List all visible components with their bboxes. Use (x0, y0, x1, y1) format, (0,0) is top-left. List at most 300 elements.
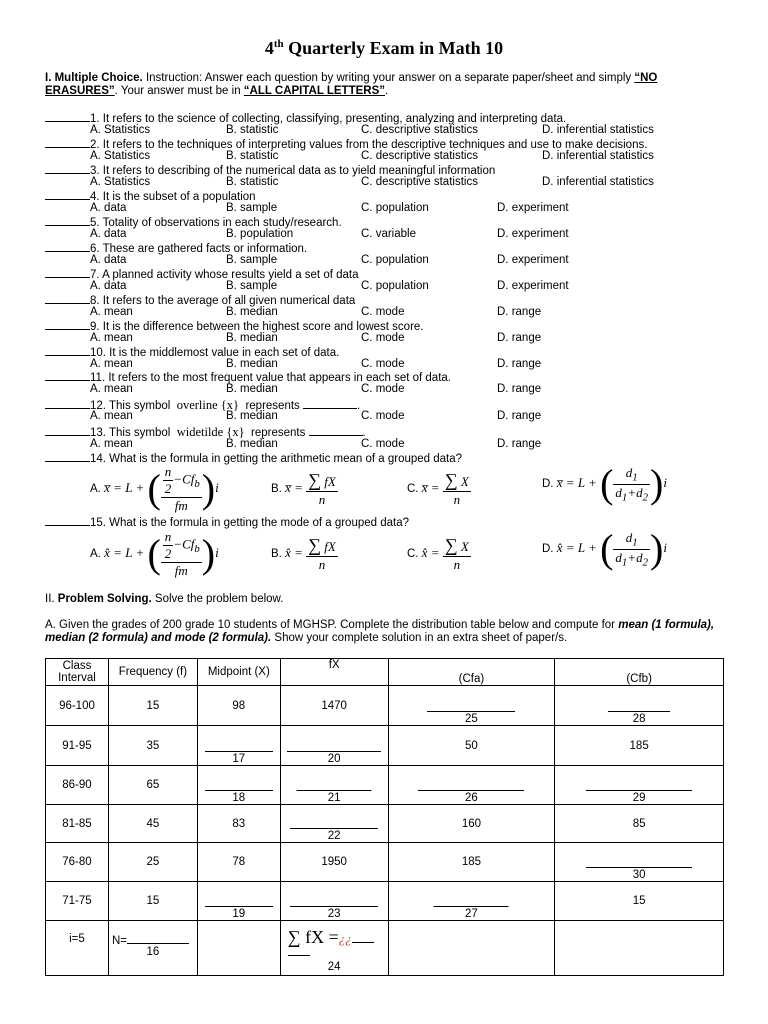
answer-line[interactable] (427, 711, 515, 712)
d1-sub: 1 (632, 536, 638, 549)
question-11 (45, 370, 745, 383)
option-b: B. statistic (226, 150, 279, 162)
question-10 (45, 345, 745, 358)
option-c: C. descriptive statistics (361, 124, 478, 136)
q13-option-d: D. range (497, 438, 542, 450)
title-sup: th (273, 38, 284, 50)
sigma: ∑ (308, 470, 322, 490)
table-cell (388, 766, 555, 805)
q12-option-d: D. range (497, 410, 542, 422)
answer-number: 29 (632, 792, 646, 804)
formula-L: L (577, 474, 585, 490)
d1-sub: 1 (632, 471, 638, 484)
table-cell (555, 843, 724, 882)
empty-cell (197, 921, 280, 976)
option-c: C. variable (361, 228, 416, 240)
option-d: D. inferential statistics (542, 150, 654, 162)
option-a: A. data (90, 202, 127, 214)
column-header: Frequency (f) (108, 659, 197, 686)
instructions-text2: . Your answer must be in (114, 85, 244, 97)
answer-line[interactable] (297, 790, 372, 791)
option-d: D. inferential statistics (542, 124, 654, 136)
table-cell (197, 766, 280, 805)
answer-number: 21 (327, 792, 341, 804)
table-cell: 65 (108, 766, 197, 805)
option-d: D. experiment (497, 280, 569, 292)
paren-open: ( (147, 531, 161, 576)
question-text: 4. It is the subset of a population (90, 191, 256, 203)
instructions-emph1: “NO ERASURES” (45, 72, 658, 97)
option-a: A. data (90, 280, 127, 292)
fraction-num: $\frac{n}{2}$ $-Cf_b$ (161, 464, 202, 498)
q14-label-d: D. (542, 477, 554, 490)
question-6 (45, 241, 745, 254)
option-d: D. experiment (497, 202, 569, 214)
answer-line[interactable] (205, 751, 273, 752)
option-d: D. inferential statistics (542, 176, 654, 188)
table-cell: 86-90 (46, 766, 109, 805)
sigma: ∑ (308, 535, 322, 555)
table-row (46, 843, 724, 882)
option-a: A. mean (90, 383, 133, 395)
table-cell: 85 (555, 805, 724, 843)
fraction (161, 464, 202, 514)
sum-fx-label: ∑ fX = (287, 927, 339, 947)
answer-blank[interactable] (45, 137, 90, 148)
title-number: 4 (264, 38, 274, 58)
answer-line[interactable] (608, 711, 670, 712)
fraction-num: $\frac{n}{2}$ $-Cf_b$ (161, 529, 202, 563)
q14-label-a: A. (90, 482, 101, 495)
d1: d (615, 549, 622, 565)
q12-option-c: C. mode (361, 410, 405, 422)
q12-option-b: B. median (226, 410, 278, 422)
option-c: C. population (361, 280, 429, 292)
answer-number: 25 (465, 713, 478, 725)
table-cell (555, 686, 724, 726)
table-row (46, 766, 724, 805)
d1: d (615, 484, 622, 500)
answer-number: 28 (632, 713, 646, 725)
question-15 (45, 515, 745, 528)
option-d: D. experiment (497, 254, 569, 266)
answer-blank[interactable] (45, 398, 90, 409)
answer-line[interactable] (418, 790, 524, 791)
table-cell (280, 766, 388, 805)
table-cell (555, 766, 724, 805)
answer-blank[interactable] (45, 267, 90, 278)
n-over-2 (163, 529, 174, 562)
answer-number: 23 (327, 908, 341, 920)
option-c: C. mode (361, 332, 405, 344)
table-cell: 81-85 (46, 805, 109, 843)
q13-blank (309, 425, 363, 436)
cf: Cf (182, 471, 195, 487)
n: n (453, 492, 461, 507)
table-cell: 25 (108, 843, 197, 882)
q15-label-a: A. (90, 547, 101, 560)
question-text: 3. It refers to describing of the numerical data as to yield meaningful information (90, 165, 496, 177)
formula-xbar: x̅ (285, 479, 291, 495)
section-2-heading (45, 593, 283, 605)
q15-formula-b: B. x̂ = $\frac{\sum fX}{n}$ (271, 535, 336, 572)
q13-option-c: C. mode (361, 438, 405, 450)
answer-line[interactable] (205, 906, 273, 907)
fraction-num (613, 465, 650, 485)
table-cell: 1470 (280, 686, 388, 726)
answer-blank[interactable] (45, 215, 90, 226)
option-b: B. sample (226, 280, 278, 292)
question-7 (45, 267, 745, 280)
problem-a (45, 619, 715, 645)
fraction (443, 535, 471, 573)
option-d: D. range (497, 383, 542, 395)
column-header: fX (280, 659, 388, 686)
sigma: ∑ (444, 470, 458, 490)
fraction-den: $d_1+d_2$ (615, 549, 649, 569)
table-cell (280, 882, 388, 921)
table-row (46, 726, 724, 766)
option-c: C. population (361, 202, 429, 214)
q12-blank (303, 398, 357, 409)
answer-line[interactable] (290, 906, 378, 907)
option-b: B. median (226, 358, 278, 370)
q15-label-d: D. (542, 542, 554, 555)
q12-pre: 12. This symbol (90, 400, 171, 412)
answer-blank[interactable] (45, 425, 90, 436)
q14-label-b: B. (271, 482, 282, 495)
q14-formula-d: D. x̅ = L + ( $\frac{d_1}{d_1+d_2}$ )i (542, 461, 667, 506)
option-a: A. mean (90, 358, 133, 370)
fraction-num (443, 470, 471, 492)
option-a: A. mean (90, 332, 133, 344)
table-cell: 160 (388, 805, 555, 843)
cf-sub: b (194, 543, 200, 556)
answer-number: 27 (465, 908, 478, 920)
question-text: 9. It is the difference between the highest score and lowest score. (90, 321, 424, 333)
table-cell (388, 686, 555, 726)
option-d: D. experiment (497, 228, 569, 240)
paren-open: ( (147, 466, 161, 511)
answer-line[interactable] (586, 790, 692, 791)
formula-xhat: x̂ (285, 544, 291, 560)
question-3 (45, 163, 745, 176)
option-b: B. median (226, 306, 278, 318)
answer-blank[interactable] (45, 370, 90, 381)
q13-end: . (362, 427, 366, 439)
answer-blank[interactable] (45, 293, 90, 304)
question-14 (45, 451, 745, 464)
answer-blank[interactable] (45, 111, 90, 122)
question-text: 1. It refers to the science of collecting, classifying, presenting, analyzing and interpreting data. (90, 113, 567, 125)
formula-L: L (577, 539, 585, 555)
q15-label-c: C. (407, 547, 419, 560)
paren-close: ) (201, 531, 216, 576)
n: n (164, 464, 172, 479)
problem-a-text1: A. Given the grades of 200 grade 10 students of MGHSP. Complete the distribution table below and compute for (45, 619, 619, 631)
fm: fm (174, 498, 188, 513)
question-13 (45, 425, 745, 438)
question-text: 6. These are gathered facts or information. (90, 243, 308, 255)
section-2-label: II. (45, 593, 58, 605)
answer-number: 22 (327, 830, 341, 842)
q12-end: . (357, 400, 361, 412)
option-b: B. median (226, 383, 278, 395)
n: n (164, 529, 172, 544)
table-header-row (46, 659, 724, 686)
fraction-num (306, 470, 338, 492)
formula-xbar: x̅ (104, 479, 110, 495)
formula-i: i (663, 539, 667, 555)
fm: fm (174, 563, 188, 578)
section-2-bold: Problem Solving. (57, 593, 152, 605)
fx: fX (324, 474, 336, 489)
sum-blank[interactable] (288, 955, 310, 956)
q13-option-a: A. mean (90, 438, 133, 450)
answer-number: 18 (232, 792, 246, 804)
formula-xhat: x̂ (104, 544, 110, 560)
two: 2 (164, 546, 172, 561)
paren-close: ) (201, 466, 216, 511)
d1-sub: 1 (621, 491, 628, 504)
d2-sub: 2 (642, 556, 649, 569)
sum-answer-number: 24 (327, 961, 341, 973)
n: n (453, 557, 461, 572)
table-cell: 91-95 (46, 726, 109, 766)
formula-xhat: x̂ (421, 544, 428, 560)
option-a: A. Statistics (90, 124, 151, 136)
question-9 (45, 319, 745, 332)
table-cell: 96-100 (46, 686, 109, 726)
q14-label-c: C. (407, 482, 419, 495)
answer-line[interactable] (287, 751, 381, 752)
option-c: C. mode (361, 306, 405, 318)
d2: d (636, 484, 643, 500)
q13-option-b: B. median (226, 438, 278, 450)
table-cell: 185 (388, 843, 555, 882)
answer-blank[interactable] (45, 515, 90, 526)
table-cell (197, 726, 280, 766)
fraction (613, 530, 650, 568)
option-d: D. range (497, 358, 542, 370)
n-answer-number: 16 (146, 946, 160, 958)
question-text: 7. A planned activity whose results yield a set of data (90, 269, 359, 281)
x: X (460, 474, 469, 489)
n-blank[interactable] (127, 933, 189, 944)
q12-symbol: overline {x} (176, 398, 240, 412)
fraction-num (443, 535, 471, 557)
q15-text: 15. What is the formula in getting the mode of a grouped data? (90, 517, 410, 529)
table-row (46, 882, 724, 921)
table-cell: 15 (108, 882, 197, 921)
answer-blank[interactable] (45, 189, 90, 200)
problem-a-text2: Show your complete solution in an extra sheet of paper/s. (271, 632, 568, 644)
x: X (460, 539, 469, 554)
formula-L: L (125, 479, 133, 495)
q13-pre: 13. This symbol (90, 427, 171, 439)
option-a: A. data (90, 254, 127, 266)
question-text: 11. It refers to the most frequent value that appears in each set of data. (90, 372, 451, 384)
answer-number: 26 (465, 792, 478, 804)
option-c: C. mode (361, 383, 405, 395)
option-b: B. sample (226, 254, 278, 266)
empty-cell (388, 921, 555, 976)
d2: d (636, 549, 643, 565)
n-over-2 (163, 464, 174, 497)
table-cell (197, 882, 280, 921)
q13-symbol: widetilde {x} (176, 425, 245, 439)
answer-blank[interactable] (45, 319, 90, 330)
sigma: ∑ (444, 535, 458, 555)
d2-sub: 2 (642, 491, 649, 504)
formula-i: i (215, 479, 219, 495)
option-a: A. Statistics (90, 176, 151, 188)
option-b: B. statistic (226, 176, 279, 188)
option-c: C. population (361, 254, 429, 266)
answer-number: 30 (632, 869, 646, 881)
formula-xbar: x̅ (421, 479, 428, 495)
table-cell (388, 882, 555, 921)
n: n (318, 557, 326, 572)
formula-xhat: x̂ (556, 539, 563, 555)
question-text: 5. Totality of observations in each study/research. (90, 217, 342, 229)
fraction-num (613, 530, 650, 550)
d1: d (625, 529, 633, 545)
table-cell: 1950 (280, 843, 388, 882)
option-d: D. range (497, 306, 542, 318)
sum-fx-artifact: ¿¿ (338, 931, 352, 946)
sum-fx-cell (280, 921, 388, 976)
paren-close: ) (650, 461, 664, 506)
question-text: 2. It refers to the techniques of interpreting values from the descriptive techniques and use to make decisions. (90, 139, 648, 151)
n-label: N= (111, 935, 127, 947)
question-text: 10. It is the middlemost value in each set of data. (90, 347, 340, 359)
cf: Cf (182, 536, 195, 552)
answer-line[interactable] (586, 867, 692, 868)
table-row (46, 805, 724, 843)
answer-blank[interactable] (45, 163, 90, 174)
answer-number: 17 (232, 753, 246, 765)
table-cell (280, 805, 388, 843)
page-title (0, 38, 768, 59)
n: n (318, 492, 326, 507)
title-text: Quarterly Exam in Math 10 (283, 38, 504, 58)
table-cell: 45 (108, 805, 197, 843)
table-cell (280, 726, 388, 766)
table-cell: 98 (197, 686, 280, 726)
instructions-emph2: “ALL CAPITAL LETTERS” (243, 85, 385, 97)
question-2 (45, 137, 745, 150)
q14-formula-c: C. x̅ = $\frac{\sum X}{n}$ (407, 470, 469, 507)
answer-number: 20 (327, 753, 341, 765)
option-b: B. population (226, 228, 294, 240)
question-1 (45, 111, 745, 124)
fraction (161, 529, 202, 579)
option-a: A. data (90, 228, 127, 240)
instructions-text1: Instruction: Answer each question by writing your answer on a separate paper/sheet and simply (142, 72, 635, 84)
fraction (443, 470, 471, 508)
option-c: C. descriptive statistics (361, 150, 478, 162)
n-cell (108, 921, 197, 976)
two: 2 (164, 481, 172, 496)
answer-blank[interactable] (45, 241, 90, 252)
column-header: (Cfa) (388, 659, 555, 686)
section-2-text: Solve the problem below. (151, 593, 284, 605)
column-header: Class Interval (46, 659, 109, 686)
q13-post: represents (251, 427, 306, 439)
answer-line[interactable] (290, 828, 378, 829)
q14-formula-a: A. x̅ = L + ( $\frac{n}{2}$ $-Cf_b$ fm )i (90, 464, 219, 513)
table-cell: 76-80 (46, 843, 109, 882)
table-cell: 185 (555, 726, 724, 766)
instructions-heading: I. Multiple Choice. (45, 72, 143, 84)
distribution-table (45, 658, 724, 976)
question-5 (45, 215, 745, 228)
question-text: 8. It refers to the average of all given numerical data (90, 295, 356, 307)
option-c: C. mode (361, 358, 405, 370)
q14-text: 14. What is the formula in getting the arithmetic mean of a grouped data? (90, 453, 463, 465)
answer-line[interactable] (434, 906, 509, 907)
q15-formula-a: A. x̂ = L + ( $\frac{n}{2}$ $-Cf_b$ fm )i (90, 529, 219, 578)
answer-blank[interactable] (45, 451, 90, 462)
table-cell: 15 (555, 882, 724, 921)
option-b: B. median (226, 332, 278, 344)
fraction-num (306, 535, 338, 557)
answer-blank[interactable] (45, 345, 90, 356)
table-row (46, 686, 724, 726)
option-b: B. statistic (226, 124, 279, 136)
fraction-den: $d_1+d_2$ (615, 484, 649, 504)
table-cell: 35 (108, 726, 197, 766)
paren-close: ) (650, 526, 664, 571)
table-cell: 50 (388, 726, 555, 766)
question-8 (45, 293, 745, 306)
q15-formula-d: D. x̂ = L + ( $\frac{d_1}{d_1+d_2}$ )i (542, 526, 667, 571)
option-a: A. Statistics (90, 150, 151, 162)
fraction (613, 465, 650, 503)
fraction (306, 470, 338, 508)
option-d: D. range (497, 332, 542, 344)
q15-label-b: B. (271, 547, 282, 560)
table-cell: 15 (108, 686, 197, 726)
formula-i: i (215, 544, 219, 560)
q15-formula-c: C. x̂ = $\frac{\sum X}{n}$ (407, 535, 469, 572)
formula-i: i (663, 474, 667, 490)
instructions-text3: . (385, 85, 389, 97)
table-cell: 78 (197, 843, 280, 882)
q14-formula-b: B. x̅ = $\frac{\sum fX}{n}$ (271, 470, 336, 507)
answer-number: 19 (232, 908, 246, 920)
column-header: (Cfb) (555, 659, 724, 686)
q12-option-a: A. mean (90, 410, 133, 422)
instructions (45, 72, 665, 98)
empty-cell (555, 921, 724, 976)
answer-line[interactable] (205, 790, 273, 791)
paren-open: ( (600, 461, 614, 506)
option-c: C. descriptive statistics (361, 176, 478, 188)
fraction (306, 535, 338, 573)
question-4 (45, 189, 745, 202)
class-width-cell: i=5 (46, 921, 109, 976)
table-footer-row (46, 921, 724, 976)
problem-a-bold: mean (1 formula), median (2 formula) and mode (2 formula). (45, 619, 715, 644)
table-cell: 83 (197, 805, 280, 843)
sum-blank-tail (352, 932, 374, 943)
paren-open: ( (600, 526, 614, 571)
q12-post: represents (245, 400, 300, 412)
option-b: B. sample (226, 202, 278, 214)
d1-sub: 1 (621, 556, 628, 569)
